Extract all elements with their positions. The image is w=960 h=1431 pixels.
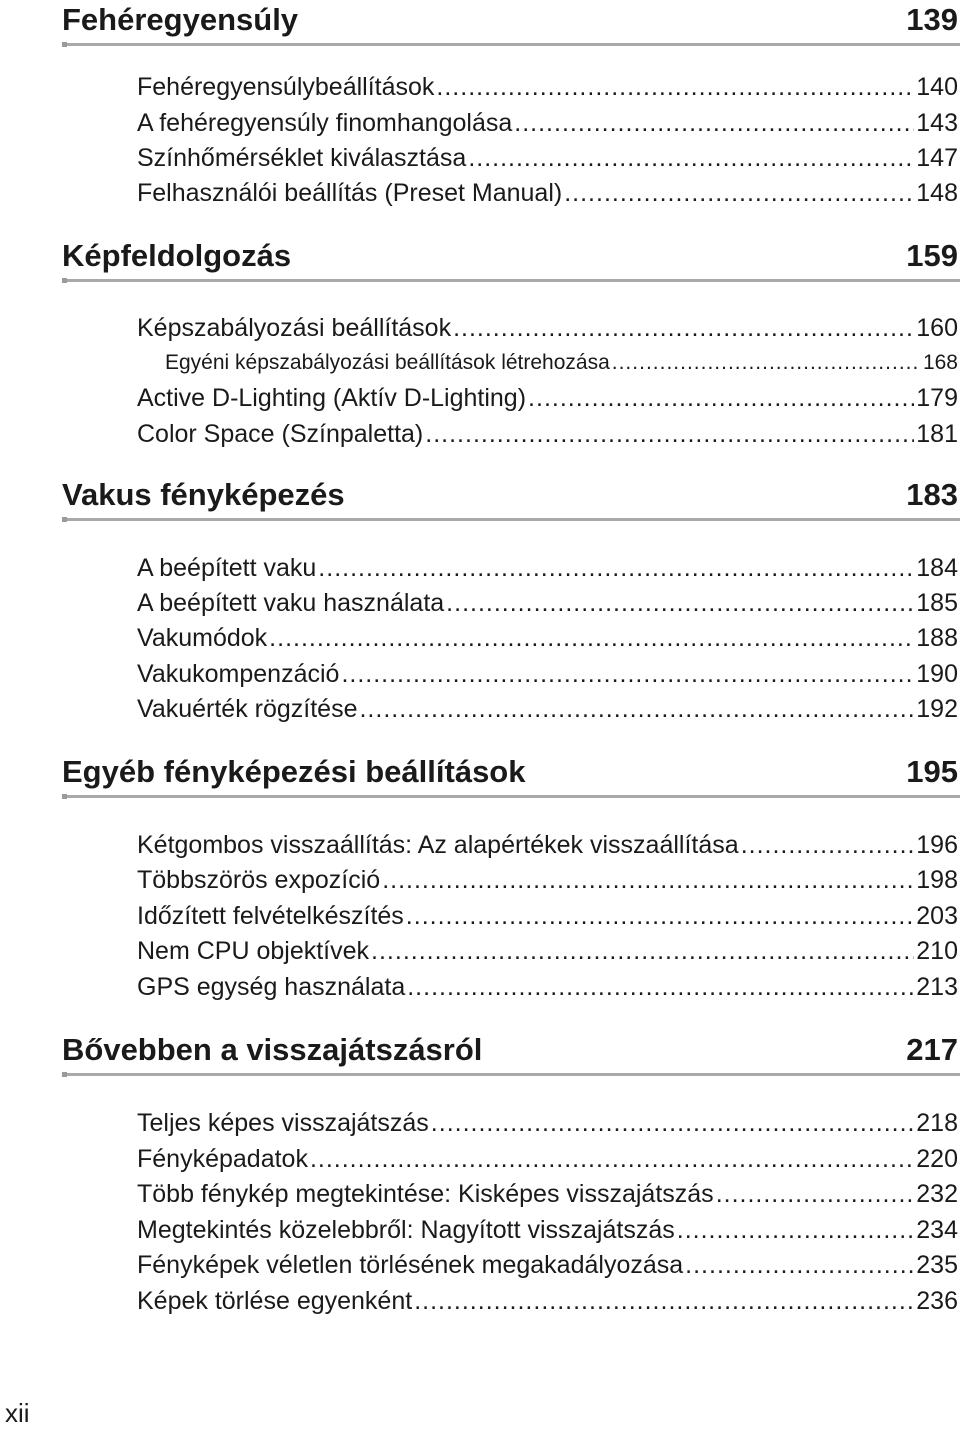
section-page: 217 xyxy=(906,1032,958,1067)
toc-entry[interactable] xyxy=(137,899,958,933)
section-page: 183 xyxy=(906,477,958,512)
section-divider xyxy=(62,1073,960,1076)
toc-entry[interactable] xyxy=(137,1284,958,1318)
entry-page: 188 xyxy=(916,624,958,652)
entry-title: Fényképadatok xyxy=(137,1145,308,1173)
toc-entry[interactable] xyxy=(137,176,958,210)
entry-title: Időzített felvételkészítés xyxy=(137,902,404,930)
section-divider xyxy=(62,43,960,46)
dot-leader xyxy=(431,1106,914,1140)
entry-page: 160 xyxy=(916,314,958,342)
entry-title: A beépített vaku xyxy=(137,554,317,582)
dot-leader xyxy=(741,828,915,862)
dot-leader xyxy=(359,692,914,726)
toc-entry[interactable] xyxy=(137,1248,958,1282)
entry-page: 236 xyxy=(916,1287,958,1315)
entry-title: Nem CPU objektívek xyxy=(137,937,370,965)
entry-page: 213 xyxy=(916,973,958,1001)
section-title: Vakus fényképezés xyxy=(62,477,345,512)
entry-title: A fehéregyensúly finomhangolása xyxy=(137,109,513,137)
section-heading[interactable] xyxy=(62,1030,958,1070)
dot-leader xyxy=(514,106,914,140)
toc-entry[interactable] xyxy=(137,1106,958,1140)
section-page: 195 xyxy=(906,754,958,789)
dot-leader xyxy=(468,141,914,175)
toc-entry[interactable] xyxy=(137,70,958,104)
section-title: Fehéregyensúly xyxy=(62,2,299,37)
toc-entry[interactable] xyxy=(137,863,958,897)
entry-page: 218 xyxy=(916,1109,958,1137)
dot-leader xyxy=(425,417,914,451)
entry-title: Vakukompenzáció xyxy=(137,660,340,688)
entry-page: 210 xyxy=(916,937,958,965)
entry-title: GPS egység használata xyxy=(137,973,406,1001)
entry-page: 143 xyxy=(916,109,958,137)
entry-title: Egyéni képszabályozási beállítások létrehozása xyxy=(165,351,610,374)
dot-leader xyxy=(612,346,921,380)
dot-leader xyxy=(414,1284,914,1318)
section-title: Képfeldolgozás xyxy=(62,238,292,273)
dot-leader xyxy=(371,934,914,968)
dot-leader xyxy=(564,176,914,210)
entry-page: 184 xyxy=(916,554,958,582)
section-heading[interactable] xyxy=(62,475,958,515)
entry-page: 232 xyxy=(916,1180,958,1208)
entry-page: 168 xyxy=(922,351,958,374)
entry-page: 198 xyxy=(916,866,958,894)
section-title: Egyéb fényképezési beállítások xyxy=(62,754,526,789)
entry-title: Fehéregyensúlybeállítások xyxy=(137,73,435,101)
toc-entry[interactable] xyxy=(137,657,958,691)
dot-leader xyxy=(310,1142,914,1176)
entry-title: Vakumódok xyxy=(137,624,268,652)
entry-title: Képszabályozási beállítások xyxy=(137,314,452,342)
dot-leader xyxy=(406,899,914,933)
dot-leader xyxy=(436,70,914,104)
toc-entry[interactable] xyxy=(137,586,958,620)
entry-title: Megtekintés közelebbről: Nagyított visszajátszás xyxy=(137,1216,675,1244)
entry-page: 179 xyxy=(916,384,958,412)
dot-leader xyxy=(382,863,914,897)
entry-page: 235 xyxy=(916,1251,958,1279)
entry-title: Több fénykép megtekintése: Kisképes visszajátszás xyxy=(137,1180,714,1208)
toc-entry[interactable] xyxy=(137,934,958,968)
toc-entry[interactable] xyxy=(137,141,958,175)
page-number: xii xyxy=(5,1398,30,1428)
section-heading[interactable] xyxy=(62,236,958,276)
entry-title: Color Space (Színpaletta) xyxy=(137,420,424,448)
toc-entry[interactable] xyxy=(137,1177,958,1211)
entry-page: 190 xyxy=(916,660,958,688)
entry-page: 181 xyxy=(916,420,958,448)
toc-entry[interactable] xyxy=(137,1142,958,1176)
section-divider xyxy=(62,518,960,521)
entry-page: 185 xyxy=(916,589,958,617)
entry-page: 234 xyxy=(916,1216,958,1244)
entry-page: 220 xyxy=(916,1145,958,1173)
section-page: 159 xyxy=(906,238,958,273)
toc-entry[interactable] xyxy=(137,692,958,726)
dot-leader xyxy=(685,1248,914,1282)
toc-entry[interactable] xyxy=(137,311,958,345)
dot-leader xyxy=(453,311,914,345)
entry-page: 148 xyxy=(916,179,958,207)
dot-leader xyxy=(716,1177,915,1211)
section-title: Bővebben a visszajátszásról xyxy=(62,1032,483,1067)
dot-leader xyxy=(269,621,914,655)
toc-entry[interactable] xyxy=(137,106,958,140)
toc-entry[interactable] xyxy=(137,828,958,862)
entry-title: Kétgombos visszaállítás: Az alapértékek visszaállítása xyxy=(137,831,739,859)
entry-page: 147 xyxy=(916,144,958,172)
toc-entry[interactable] xyxy=(137,417,958,451)
entry-page: 192 xyxy=(916,695,958,723)
entry-title: Képek törlése egyenként xyxy=(137,1287,413,1315)
entry-page: 196 xyxy=(916,831,958,859)
dot-leader xyxy=(528,381,914,415)
entry-title: Active D-Lighting (Aktív D-Lighting) xyxy=(137,384,527,412)
dot-leader xyxy=(407,970,914,1004)
dot-leader xyxy=(677,1213,915,1247)
section-heading[interactable] xyxy=(62,752,958,792)
dot-leader xyxy=(318,551,914,585)
toc-entry[interactable] xyxy=(137,1213,958,1247)
section-divider xyxy=(62,279,960,282)
toc-entry[interactable] xyxy=(137,551,958,585)
entry-title: Többszörös expozíció xyxy=(137,866,381,894)
entry-title: Felhasználói beállítás (Preset Manual) xyxy=(137,179,563,207)
section-divider xyxy=(62,795,960,798)
entry-title: Vakuérték rögzítése xyxy=(137,695,358,723)
toc-subentry[interactable] xyxy=(165,346,958,380)
entry-title: Színhőmérséklet kiválasztása xyxy=(137,144,467,172)
toc-entry[interactable] xyxy=(137,621,958,655)
toc-entry[interactable] xyxy=(137,970,958,1004)
entry-title: A beépített vaku használata xyxy=(137,589,445,617)
section-page: 139 xyxy=(906,2,958,37)
entry-title: Teljes képes visszajátszás xyxy=(137,1109,429,1137)
dot-leader xyxy=(341,657,914,691)
toc-entry[interactable] xyxy=(137,381,958,415)
entry-title: Fényképek véletlen törlésének megakadályozása xyxy=(137,1251,684,1279)
dot-leader xyxy=(446,586,914,620)
entry-page: 203 xyxy=(916,902,958,930)
entry-page: 140 xyxy=(916,73,958,101)
section-heading[interactable] xyxy=(62,0,958,40)
